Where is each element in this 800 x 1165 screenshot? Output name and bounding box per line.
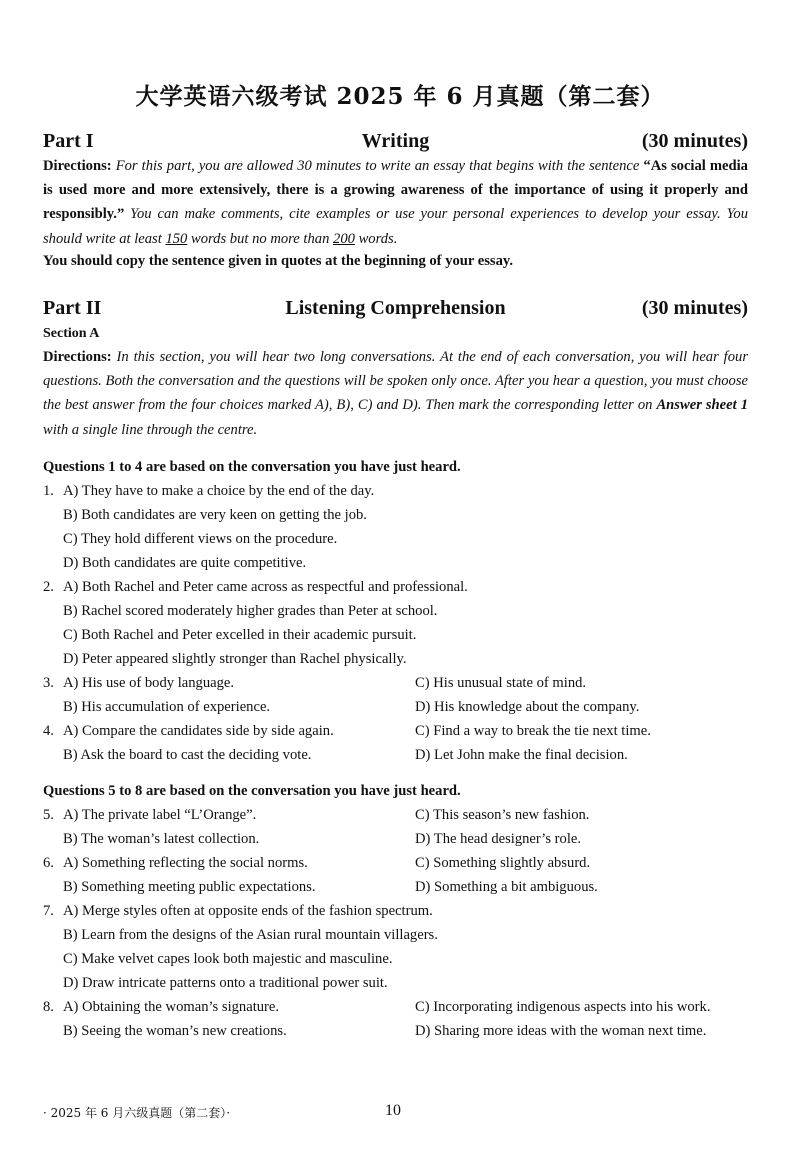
option-a: A) Something reflecting the social norms. xyxy=(63,855,308,871)
footer-exam-label: · 2025 年 6 月六级真题（第二套）· xyxy=(43,1106,231,1120)
part1-essay-quote: “As social media is used more and more extensively, there is a growing awareness of the importance of using it properly and responsibly.” xyxy=(43,158,748,223)
part1-directions-text-1: For this part, you are allowed 30 minutes to write an essay that begins with the sentence xyxy=(115,158,640,174)
question-1-option-c-row xyxy=(43,527,748,551)
option-c: C) Something slightly absurd. xyxy=(415,855,591,871)
question-number: 7. xyxy=(43,903,54,919)
question-1-option-b-row xyxy=(43,503,748,527)
question-8-options-bd-row xyxy=(43,1019,748,1043)
question-4 xyxy=(43,719,748,743)
question-5-options-bd-row xyxy=(43,827,748,851)
option-d: D) His knowledge about the company. xyxy=(415,699,640,715)
part1-directions-text-3: words but no more than xyxy=(190,230,330,247)
part1-min-words: 150 xyxy=(165,230,188,247)
option-b: B) The woman’s latest collection. xyxy=(63,831,260,847)
option-c: C) Both Rachel and Peter excelled in their academic pursuit. xyxy=(63,627,417,643)
question-1 xyxy=(43,479,748,503)
question-3-options-bd-row xyxy=(43,695,748,719)
option-d: D) Draw intricate patterns onto a traditional power suit. xyxy=(63,975,388,991)
part1-label: Part I xyxy=(43,130,94,152)
part1-directions-label: Directions: xyxy=(43,158,112,174)
question-4-options-bd-row xyxy=(43,743,748,767)
question-5 xyxy=(43,803,748,827)
option-b: B) Both candidates are very keen on getting the job. xyxy=(63,507,367,523)
part2-header xyxy=(43,297,748,325)
option-c: C) They hold different views on the procedure. xyxy=(63,531,338,547)
part2-directions-text-1: In this section, you will hear two long conversations. At the end of each conversation, you will hear four questions. Both the conversation and the questions will be spoken only once. After you hear a question, you must choose the best answer from the four choices marked A), B), C) and D). Then mark the corresponding letter on xyxy=(43,349,748,414)
option-c: C) Find a way to break the tie next time. xyxy=(415,723,651,739)
question-number: 6. xyxy=(43,855,54,871)
part1-time: (30 minutes) xyxy=(641,130,748,152)
option-a: A) His use of body language. xyxy=(63,675,235,691)
part1-directions-text-4: words. xyxy=(358,230,398,247)
question-2-option-c-row xyxy=(43,623,748,647)
question-number: 3. xyxy=(43,675,54,691)
question-8 xyxy=(43,995,748,1019)
part2-name: Listening Comprehension xyxy=(285,297,506,319)
question-7 xyxy=(43,899,748,923)
option-d: D) Let John make the final decision. xyxy=(415,747,628,763)
question-6-options-bd-row xyxy=(43,875,748,899)
option-c: C) This season’s new fashion. xyxy=(415,807,590,823)
option-b: B) Learn from the designs of the Asian rural mountain villagers. xyxy=(63,927,438,943)
question-1-option-d-row xyxy=(43,551,748,575)
option-a: A) Merge styles often at opposite ends of the fashion spectrum. xyxy=(63,903,433,919)
question-7-option-b-row xyxy=(43,923,748,947)
question-6 xyxy=(43,851,748,875)
option-c: C) His unusual state of mind. xyxy=(415,675,587,691)
page-number: 10 xyxy=(385,1102,401,1119)
question-number: 8. xyxy=(43,999,54,1015)
part2-directions xyxy=(43,345,748,442)
part1-directions xyxy=(43,154,748,251)
option-b: B) His accumulation of experience. xyxy=(63,699,271,715)
part1-copy-note: You should copy the sentence given in quotes at the beginning of your essay. xyxy=(43,253,514,269)
option-b: B) Ask the board to cast the deciding vote. xyxy=(63,747,312,763)
question-7-option-c-row xyxy=(43,947,748,971)
answer-sheet-label: Answer sheet 1 xyxy=(656,397,748,414)
option-a: A) Compare the candidates side by side again. xyxy=(63,723,334,739)
option-d: D) The head designer’s role. xyxy=(415,831,582,847)
option-d: D) Peter appeared slightly stronger than Rachel physically. xyxy=(63,651,407,667)
part1-max-words: 200 xyxy=(333,230,355,247)
option-b: B) Seeing the woman’s new creations. xyxy=(63,1023,287,1039)
question-number: 2. xyxy=(43,579,54,595)
part2-time: (30 minutes) xyxy=(641,297,748,319)
option-d: D) Something a bit ambiguous. xyxy=(415,879,598,895)
group2-heading: Questions 5 to 8 are based on the conversation you have just heard. xyxy=(43,783,461,799)
section-a-label: Section A xyxy=(43,326,100,341)
option-c: C) Incorporating indigenous aspects into his work. xyxy=(415,999,711,1015)
question-number: 1. xyxy=(43,483,54,499)
page-title: 大学英语六级考试 2025 年 6 月真题（第二套） xyxy=(135,83,665,110)
option-b: B) Rachel scored moderately higher grades than Peter at school. xyxy=(63,603,438,619)
option-a: A) Both Rachel and Peter came across as respectful and professional. xyxy=(63,579,468,595)
question-number: 5. xyxy=(43,807,54,823)
option-a: A) Obtaining the woman’s signature. xyxy=(63,999,280,1015)
part2-label: Part II xyxy=(43,297,102,319)
part1-name: Writing xyxy=(361,130,430,152)
part2-directions-label: Directions: xyxy=(43,349,112,365)
question-number: 4. xyxy=(43,723,54,739)
option-a: A) They have to make a choice by the end of the day. xyxy=(63,483,375,499)
question-2-option-d-row xyxy=(43,647,748,671)
option-d: D) Both candidates are quite competitive. xyxy=(63,555,307,571)
option-c: C) Make velvet capes look both majestic and masculine. xyxy=(63,951,393,967)
part2-directions-text-2: with a single line through the centre. xyxy=(43,421,258,438)
question-7-option-d-row xyxy=(43,971,748,995)
option-d: D) Sharing more ideas with the woman next time. xyxy=(415,1023,707,1039)
question-2-option-b-row xyxy=(43,599,748,623)
group1-heading: Questions 1 to 4 are based on the conversation you have just heard. xyxy=(43,459,461,475)
question-2 xyxy=(43,575,748,599)
option-b: B) Something meeting public expectations. xyxy=(63,879,316,895)
part1-directions-text-2: You can make comments, cite examples or use your personal experiences to develop your essay. You should write at least xyxy=(43,206,748,247)
question-3 xyxy=(43,671,748,695)
option-a: A) The private label “L’Orange”. xyxy=(63,807,257,823)
